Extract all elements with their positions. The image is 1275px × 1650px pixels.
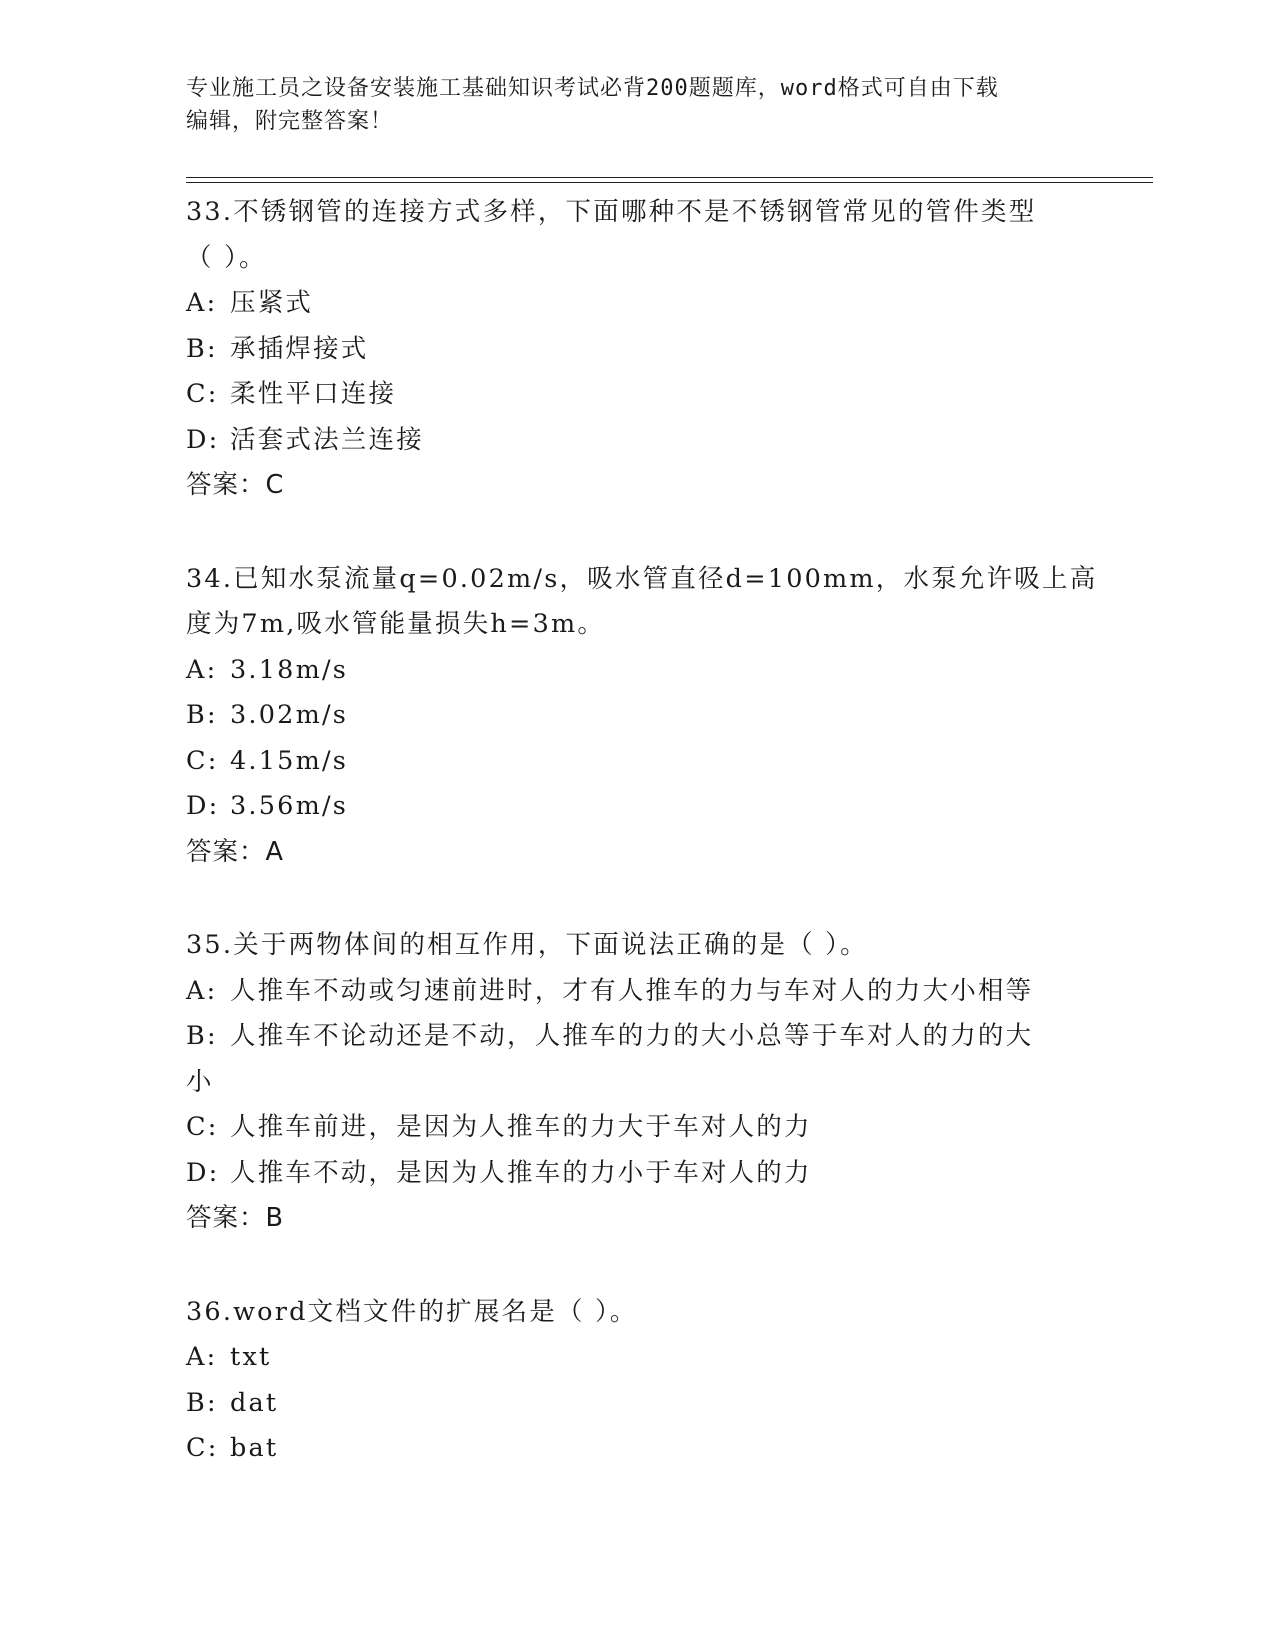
answer-option [186,1381,1146,1427]
question-stem: 36.word文档文件的扩展名是（ ）。 [186,1296,638,1327]
option-text: 人推车不动或匀速前进时，才有人推车的力与车对人的力大小相等 [230,975,1034,1006]
answer-option [186,418,1146,464]
question-stem: （ ）。 [186,242,267,273]
option-key: B: [186,1387,218,1418]
option-text: txt [230,1342,272,1372]
option-text: bat [230,1433,279,1463]
answer-key: 答案：C [186,470,285,500]
question-stem: 度为7m,吸水管能量损失h=3m。 [186,609,606,639]
answer-option [186,1151,1146,1197]
answer-option [186,969,1146,1015]
option-key: C: [186,1433,219,1463]
option-text: 人推车前进，是因为人推车的力大于车对人的力 [230,1112,812,1142]
option-key: B: [186,1021,218,1051]
answer-option [186,784,1146,830]
option-text: 压紧式 [230,288,314,318]
question-list [186,190,1146,1520]
answer-option [186,1335,1146,1381]
option-text: 活套式法兰连接 [230,424,424,455]
question-stem: 34.已知水泵流量q=0.02m/s，吸水管直径d=100mm，水泵允许吸上高 [186,563,1098,594]
option-text: 柔性平口连接 [230,379,397,409]
option-text: 3.18m/s [230,654,349,685]
option-text: 4.15m/s [230,745,349,776]
option-text: 人推车不论动还是不动，人推车的力的大小总等于车对人的力的大 [230,1021,1034,1051]
question-stem: 33.不锈钢管的连接方式多样，下面哪种不是不锈钢管常见的管件类型 [186,197,1037,227]
option-key: A: [186,975,218,1006]
answer-key: 答案：B [186,1203,284,1233]
header-divider-bottom [186,182,1153,183]
answer-option [186,693,1146,739]
option-key: D: [186,1157,220,1188]
option-key: B: [186,700,218,730]
answer-option [186,648,1146,694]
option-text-continued: 小 [186,1066,214,1097]
document-header [186,72,1086,138]
question-stem: 35.关于两物体间的相互作用，下面说法正确的是（ ）。 [186,930,868,960]
answer-option [186,1105,1146,1151]
option-key: A: [186,1342,218,1372]
answer-key: 答案：A [186,836,284,867]
answer-option [186,1014,1146,1060]
option-key: A: [186,288,218,318]
option-key: B: [186,333,218,364]
answer-option [186,739,1146,785]
question-block [186,190,1146,509]
answer-option [186,1426,1146,1472]
header-title-line1: 专业施工员之设备安装施工基础知识考试必背200题题库，word格式可自由下载 [186,76,999,101]
header-title-line2: 编辑，附完整答案！ [186,109,394,134]
question-block [186,923,1146,1242]
option-text: 承插焊接式 [230,333,369,364]
option-key: D: [186,791,220,821]
option-key: C: [186,745,219,776]
option-text: 人推车不动，是因为人推车的力小于车对人的力 [230,1157,812,1188]
answer-option [186,281,1146,327]
header-divider-top [186,177,1153,178]
option-key: C: [186,379,219,409]
option-key: D: [186,424,220,455]
option-text: 3.02m/s [230,700,349,730]
option-text: 3.56m/s [230,791,349,821]
option-text: dat [230,1387,279,1418]
option-key: A: [186,654,218,685]
option-key: C: [186,1112,219,1142]
answer-option [186,327,1146,373]
answer-option [186,372,1146,418]
question-block [186,1290,1146,1472]
question-block [186,557,1146,876]
